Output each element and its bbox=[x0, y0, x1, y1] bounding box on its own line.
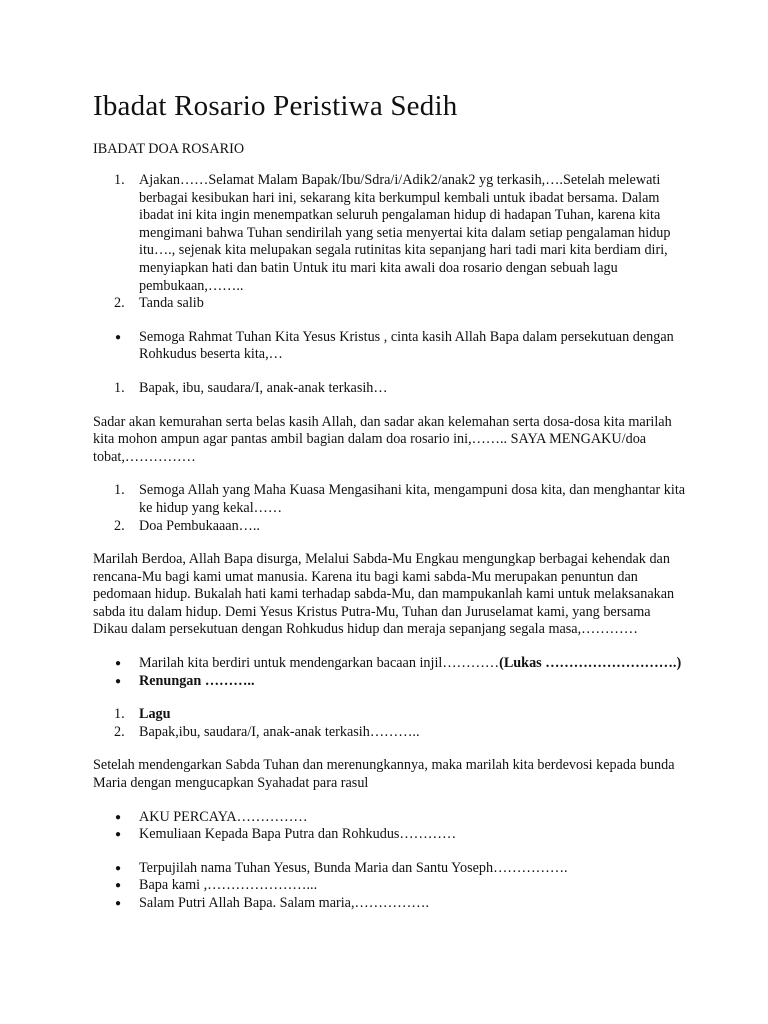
list-item-text: Bapak,ibu, saudara/I, anak-anak terkasih……….. bbox=[139, 723, 420, 740]
bullet-icon: ● bbox=[115, 898, 122, 909]
list-item bbox=[115, 655, 688, 673]
list-number: 1. bbox=[114, 482, 125, 499]
list-item bbox=[115, 328, 688, 364]
bullet-icon: ● bbox=[115, 675, 122, 687]
list-number: 2. bbox=[114, 723, 125, 740]
bullet-icon: ● bbox=[115, 331, 122, 343]
list-item-text: Terpujilah nama Tuhan Yesus, Bunda Maria dan Santu Yoseph……………. bbox=[139, 859, 568, 876]
bullet-list-prayers bbox=[93, 860, 688, 913]
bullet-icon: ● bbox=[115, 862, 122, 874]
section-heading: IBADAT DOA ROSARIO bbox=[93, 141, 245, 157]
list-item bbox=[114, 482, 688, 517]
list-item-text: Ajakan……Selamat Malam Bapak/Ibu/Sdra/i/Adik2/anak2 yg terkasih,….Setelah melewati berbagai kesibukan hari ini, sekarang kita berkumpul kembali untuk ibadat bersama. Dalam ibadat ini kita ingin menempatkan seluruh pengalaman hidup di hadapan Tuhan, karena kita mengimani bahwa Tuhan sendirilah yang setia menyertai kita dalam setiap pengalaman hidup itu…., sejenak kita melupakan segala rutinitas kita sepanjang hari tadi mari kita berdiam diri, menyiapkan hati dan batin Untuk itu mari kita awali doa rosario dengan sebuah lagu pembukaan,…….. bbox=[139, 172, 671, 294]
gospel-reference: (Lukas ……………………….) bbox=[499, 655, 682, 672]
list-item bbox=[114, 379, 688, 398]
list-item-text: Bapa kami ,…………………... bbox=[139, 877, 318, 894]
list-item-text: Bapak, ibu, saudara/I, anak-anak terkasih… bbox=[139, 379, 388, 396]
list-item bbox=[114, 517, 688, 536]
paragraph-opening-prayer: Marilah Berdoa, Allah Bapa disurga, Melalui Sabda-Mu Engkau mengungkap berbagai kehendak dan rencana-Mu bagi kami umat manusia. Karena itu bagi kami sabda-Mu merupakan penuntun dan pedomaan hidup. Bukalah hati kami terhadap sabda-Mu, dan mampukanlah kami untuk melaksanakan sabda itu dalam hidup. Demi Yesus Kristus Putra-Mu, Tuhan dan Juruselamat kami, yang bersama Dikau dalam persekutuan dengan Rohkudus hidup dan meraja sepanjang segala masa,………… bbox=[93, 551, 675, 638]
list-item-text: Semoga Rahmat Tuhan Kita Yesus Kristus , cinta kasih Allah Bapa dalam persekutuan dengan Rohkudus beserta kita,… bbox=[139, 328, 674, 363]
list-item-text: Tanda salib bbox=[139, 295, 204, 312]
list-item bbox=[115, 826, 688, 844]
numbered-list-address bbox=[93, 380, 688, 398]
bullet-list-greeting bbox=[93, 329, 688, 364]
list-item-text: Semoga Allah yang Maha Kuasa Mengasihani kita, mengampuni dosa kita, dan menghantar kita ke hidup yang kekal…… bbox=[139, 482, 686, 516]
list-item-text: Lagu bbox=[139, 706, 171, 723]
bullet-list-gospel bbox=[93, 655, 688, 690]
list-number: 2. bbox=[114, 517, 125, 534]
bullet-icon: ● bbox=[115, 829, 122, 841]
bullet-list-creed bbox=[93, 809, 688, 844]
numbered-list-song bbox=[93, 706, 688, 741]
list-item bbox=[115, 672, 688, 691]
list-item-text: Marilah kita berdiri untuk mendengarkan bacaan injil………… bbox=[139, 655, 500, 672]
bullet-icon: ● bbox=[115, 658, 122, 670]
list-item bbox=[114, 706, 688, 724]
list-item-text: Doa Pembukaaan….. bbox=[139, 517, 260, 534]
paragraph-devotion: Setelah mendengarkan Sabda Tuhan dan merenungkannya, maka marilah kita berdevosi kepada bunda Maria dengan mengucapkan Syahadat para rasul bbox=[93, 757, 675, 792]
document-title: Ibadat Rosario Peristiwa Sedih bbox=[93, 90, 458, 122]
bullet-icon: ● bbox=[115, 880, 122, 892]
list-item bbox=[114, 723, 688, 742]
list-item-text: Salam Putri Allah Bapa. Salam maria,……………. bbox=[139, 895, 430, 911]
list-number: 1. bbox=[114, 172, 125, 188]
bullet-icon: ● bbox=[115, 811, 122, 823]
list-item bbox=[114, 295, 688, 313]
list-item bbox=[115, 895, 688, 913]
list-item bbox=[115, 859, 688, 878]
list-item bbox=[115, 877, 688, 895]
list-number: 1. bbox=[114, 379, 125, 396]
list-number: 1. bbox=[114, 706, 125, 723]
list-item bbox=[115, 808, 688, 827]
reflection-label: Renungan ……….. bbox=[139, 672, 255, 689]
list-item-text: Kemuliaan Kepada Bapa Putra dan Rohkudus………… bbox=[139, 826, 457, 843]
list-item bbox=[114, 172, 688, 295]
numbered-list-absolution bbox=[93, 482, 688, 535]
paragraph-confession: Sadar akan kemurahan serta belas kasih Allah, dan sadar akan kelemahan serta dosa-dosa kita marilah kita mohon ampun agar pantas ambil bagian dalam doa rosario ini,…….. SAYA MENGAKU/doa tobat,…………… bbox=[93, 413, 672, 465]
numbered-list-opening bbox=[93, 172, 688, 313]
list-item-text: AKU PERCAYA…………… bbox=[139, 808, 308, 825]
list-number: 2. bbox=[114, 295, 125, 312]
